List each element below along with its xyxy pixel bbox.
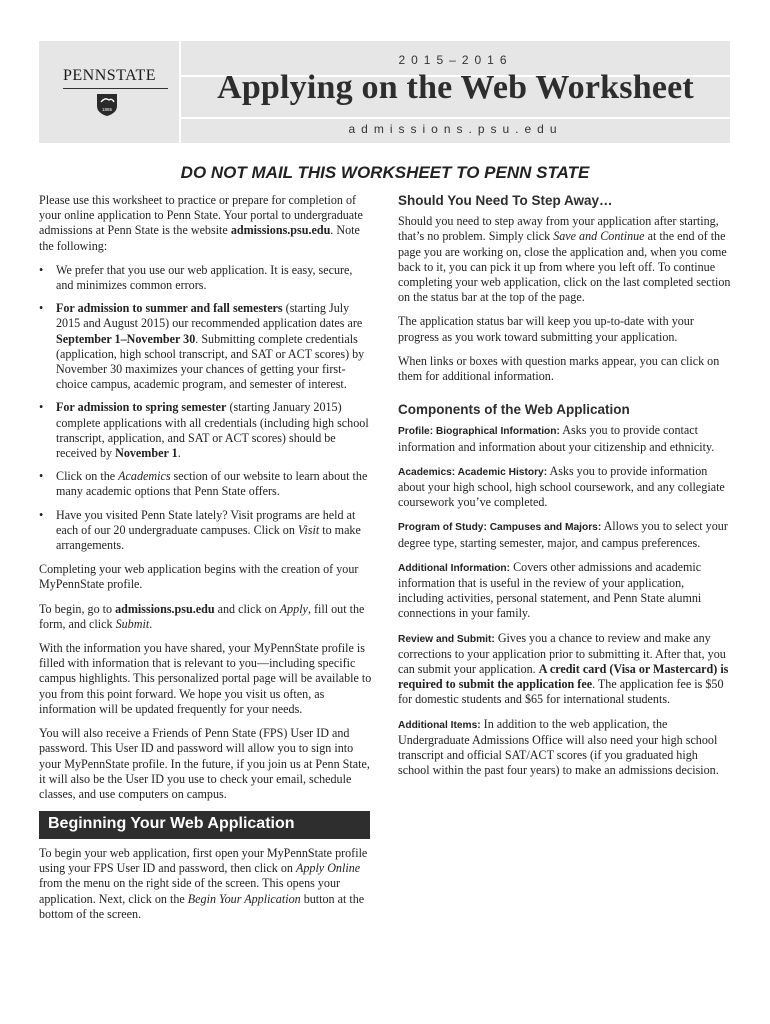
shield-icon [96, 93, 118, 117]
component-additional-info: Additional Information: Covers other admissions and academic information that is useful in the review of your application, including activities, personal statement, and Penn State alumni connections in your family. [398, 559, 702, 621]
section-heading: Beginning Your Web Application [48, 815, 295, 832]
left-column [39, 193, 372, 811]
fps-paragraph: You will also receive a Friends of Penn State (FPS) User ID and password. This User ID and password will allow you to sign into your MyPennState profile. In the future, if you join us at Penn State, it will also be the User ID you use to check your email, schedule classes, and use computers on campus. [39, 726, 370, 801]
component-profile: Profile: Biographical Information: Asks you to provide contact information and information about your citizenship and ethnicity. [398, 423, 715, 454]
list-item: • We prefer that you use our web application. It is easy, secure, and minimizes common errors. [39, 262, 353, 293]
year-label: 2015–2016 [398, 53, 513, 67]
intro-paragraph: Please use this worksheet to practice or prepare for completion of your online application to Penn State. Your portal to undergraduate admissions at Penn State is the website admissions.psu.edu. Note the following: [39, 193, 363, 253]
begin-instructions: To begin, go to admissions.psu.edu and click on Apply, fill out the form, and click Submit. [39, 601, 365, 631]
list-item: • For admission to spring semester (starting January 2015) complete applications with all credentials (including high school transcript, application, and SAT or ACT scores) should be received by November 1. [39, 400, 369, 461]
logo-rule [63, 88, 168, 89]
warning-heading: DO NOT MAIL THIS WORKSHEET TO PENN STATE [180, 163, 590, 182]
question-marks-paragraph: When links or boxes with question marks appear, you can click on them for additional information. [398, 353, 720, 384]
logo [39, 41, 179, 143]
component-review-submit: Review and Submit: Gives you a chance to review and make any corrections to your application prior to submitting it. After that, you can submit your application. A credit card (Visa or Mastercard) is required to submit the application fee. The application fee is $50 for domestic students and $65 for international students. [398, 630, 729, 707]
logo-wordmark: PENNSTATE [63, 67, 156, 84]
section-heading-bar [39, 811, 370, 839]
step-away-heading: Should You Need To Step Away… [398, 193, 613, 208]
list-item: • Have you visited Penn State lately? Visit programs are held at each of our 20 undergraduate campuses. Click on Visit to make arrangements. [39, 507, 361, 553]
logo-year: 1855 [101, 107, 113, 112]
header-banner [39, 41, 730, 143]
list-item: • For admission to summer and fall semesters (starting July 2015 and August 2015) our recommended application dates are September 1–November 30. Submitting complete credentials (application, high school transcript, and SAT or ACT scores) by November 30 maximizes your chances of getting your first-choice campus, academic program, and semester of interest. [39, 301, 365, 392]
list-item: • Click on the Academics section of our website to learn about the many academic options that Penn State offers. [39, 469, 368, 499]
profile-paragraph: Completing your web application begins with the creation of your MyPennState profile. [39, 562, 359, 592]
website-url: admissions.psu.edu [348, 122, 563, 136]
components-heading: Components of the Web Application [398, 402, 630, 418]
step-away-paragraph: Should you need to step away from your application after starting, that’s no problem. Simply click Save and Continue at the end of the page you are working on, close the application and, when you come back to it, you can pick it up from where you left off. To continue completing your web application, click on the last completed section on the status bar at the top of the page. [398, 214, 731, 305]
right-column [398, 193, 731, 788]
page-title: Applying on the Web Worksheet [217, 69, 694, 106]
component-academics: Academics: Academic History: Asks you to provide information about your high school, high school coursework, and any collegiate coursework you’ve completed. [398, 463, 725, 510]
portal-paragraph: With the information you have shared, your MyPennState profile is filled with information that is relevant to you—including specific campus highlights. This personalized portal page will be available to you from this point forward. We hope you visit us often, as information will be updated frequently for your needs. [39, 641, 372, 716]
begin-section [39, 846, 372, 931]
header-rule-bottom [181, 117, 730, 119]
component-program: Program of Study: Campuses and Majors: Allows you to select your degree type, starting semester, major, and campus preferences. [398, 519, 728, 550]
component-additional-items: Additional Items: In addition to the web application, the Undergraduate Admissions Office will also need your high school transcript and official SAT/ACT scores (if you graduated high school within the past four years) to make an admissions decision. [398, 716, 719, 778]
status-bar-paragraph: The application status bar will keep you up-to-date with your progress as you work toward submitting your application. [398, 314, 694, 344]
notes-list [39, 263, 372, 553]
begin-paragraph: To begin your web application, first open your MyPennState profile using your FPS User ID and password, then click on Apply Online from the menu on the right side of the screen. This opens your application. Next, click on the Begin Your Application button at the bottom of the screen. [39, 846, 368, 921]
